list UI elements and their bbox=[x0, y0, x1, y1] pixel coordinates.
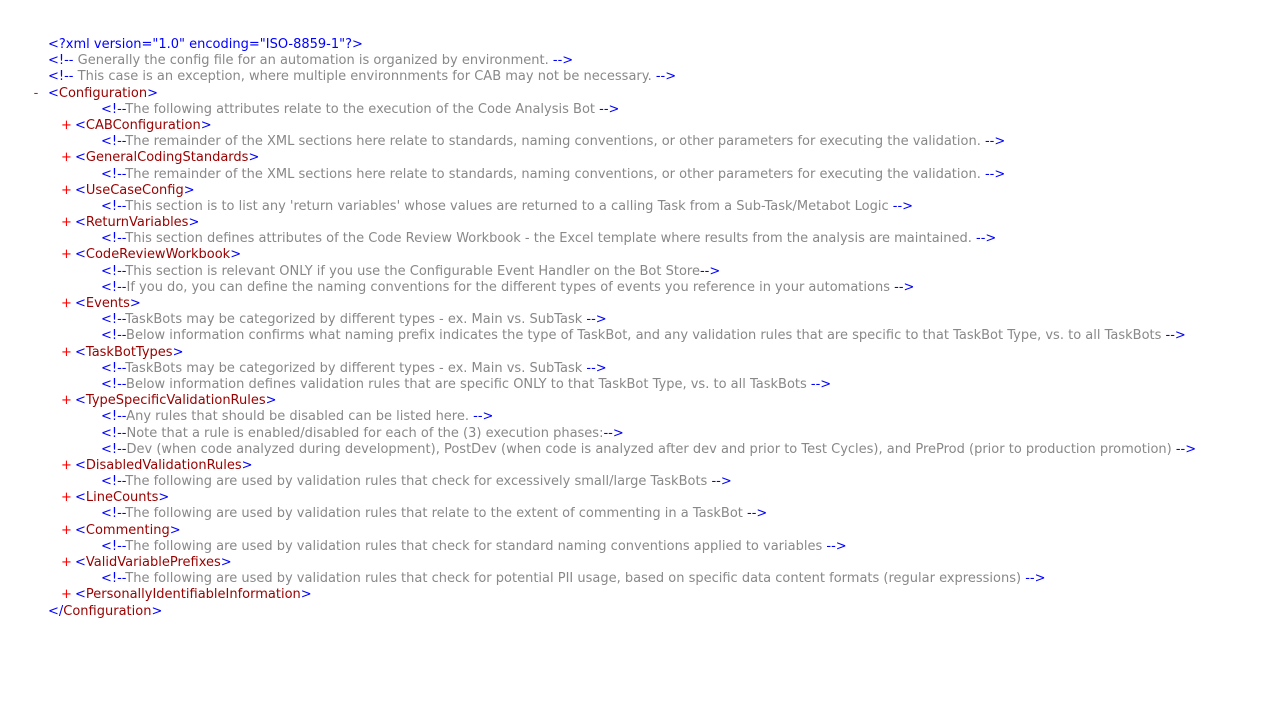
comment-close: --> bbox=[984, 166, 1006, 182]
xml-line-content bbox=[101, 571, 1045, 587]
xml-line-content bbox=[101, 312, 607, 328]
xml-line-content bbox=[101, 474, 732, 490]
xml-line-content bbox=[75, 296, 141, 312]
expand-toggle[interactable]: + bbox=[61, 247, 72, 263]
tag-close-bracket: > bbox=[188, 215, 200, 231]
comment-text: Below information confirms what naming prefix indicates the type of TaskBot, and any validation rules that are specific to that TaskBot Type, vs. to all TaskBots bbox=[126, 328, 1166, 344]
tag-close-bracket: > bbox=[158, 490, 170, 506]
tag-open-bracket: </ bbox=[48, 603, 64, 619]
comment-open: <!-- bbox=[101, 360, 126, 376]
comment-open: <!-- bbox=[101, 376, 127, 392]
element-name[interactable]: ReturnVariables bbox=[85, 215, 189, 231]
comment-text: This section is relevant ONLY if you use the Configurable Event Handler on the Bot Store bbox=[125, 263, 700, 279]
tag-close-bracket: > bbox=[265, 393, 277, 409]
xml-line bbox=[0, 264, 1280, 280]
xml-line-content bbox=[101, 328, 1186, 344]
comment-close: --> bbox=[747, 506, 768, 522]
comment-text: Any rules that should be disabled can be listed here. bbox=[126, 409, 474, 425]
xml-line-content bbox=[101, 426, 624, 442]
tag-open-bracket: < bbox=[75, 182, 86, 198]
expand-toggle[interactable]: + bbox=[61, 555, 72, 570]
tag-open-bracket: < bbox=[75, 344, 86, 360]
comment-close: --> bbox=[699, 263, 721, 279]
tag-open-bracket: < bbox=[48, 85, 59, 101]
xml-line-content bbox=[101, 361, 607, 377]
tag-open-bracket: < bbox=[75, 457, 86, 473]
tag-close-bracket: > bbox=[248, 150, 260, 166]
element-name[interactable]: GeneralCodingStandards bbox=[85, 150, 249, 166]
tag-close-bracket: > bbox=[230, 247, 242, 263]
expand-toggle[interactable]: + bbox=[61, 490, 72, 506]
element-name[interactable]: Events bbox=[85, 296, 130, 311]
expand-toggle[interactable]: + bbox=[61, 522, 72, 538]
expand-toggle[interactable]: + bbox=[61, 215, 72, 231]
comment-open: <!-- bbox=[101, 166, 126, 182]
tag-open-bracket: < bbox=[75, 215, 86, 231]
xml-line-content bbox=[101, 231, 996, 247]
xml-line-content bbox=[101, 506, 767, 522]
comment-close: --> bbox=[1025, 571, 1046, 587]
xml-line bbox=[0, 53, 1280, 69]
xml-tree-viewer bbox=[0, 37, 1280, 620]
tag-close-bracket: > bbox=[300, 587, 312, 603]
xml-line bbox=[0, 442, 1280, 458]
expand-toggle[interactable]: + bbox=[61, 150, 72, 166]
xml-line bbox=[0, 377, 1280, 393]
xml-line-content bbox=[101, 199, 913, 215]
tag-close-bracket: > bbox=[169, 522, 181, 538]
comment-open: <!-- bbox=[48, 53, 74, 69]
tag-close-bracket: > bbox=[151, 603, 163, 619]
comment-text: TaskBots may be categorized by different types - ex. Main vs. SubTask bbox=[125, 360, 587, 376]
comment-open: <!-- bbox=[48, 69, 74, 85]
comment-text: The following are used by validation rules that relate to the extent of commenting in a TaskBot bbox=[125, 506, 748, 522]
xml-line bbox=[0, 215, 1280, 231]
element-name[interactable]: UseCaseConfig bbox=[85, 182, 184, 198]
xml-line-content bbox=[48, 604, 162, 620]
expand-toggle[interactable]: + bbox=[61, 117, 72, 133]
xml-line bbox=[0, 393, 1280, 409]
xml-line-content bbox=[75, 150, 259, 166]
comment-text: The following are used by validation rules that check for excessively small/large TaskBots bbox=[125, 474, 712, 490]
comment-close: --> bbox=[586, 360, 607, 376]
tag-open-bracket: < bbox=[75, 587, 86, 603]
comment-open: <!-- bbox=[101, 263, 126, 279]
comment-close: --> bbox=[711, 474, 732, 490]
tag-open-bracket: < bbox=[75, 117, 86, 133]
comment-text: Below information defines validation rules that are specific ONLY to that TaskBot Type, vs. to all TaskBots bbox=[126, 376, 811, 392]
comment-close: --> bbox=[1165, 328, 1186, 344]
comment-text: This section defines attributes of the Code Review Workbook - the Excel template where results from the analysis are maintained. bbox=[125, 231, 977, 247]
comment-text: The remainder of the XML sections here relate to standards, naming conventions, or other parameters for executing the validation. bbox=[125, 166, 985, 182]
comment-open: <!-- bbox=[101, 474, 126, 490]
expand-toggle[interactable]: + bbox=[61, 182, 72, 198]
comment-close: --> bbox=[603, 425, 624, 441]
comment-text: The following are used by validation rules that check for standard naming conventions applied to variables bbox=[125, 538, 827, 554]
tag-open-bracket: < bbox=[75, 490, 86, 506]
xml-line bbox=[0, 587, 1280, 603]
element-name[interactable]: LineCounts bbox=[85, 490, 159, 506]
tag-open-bracket: < bbox=[75, 150, 86, 166]
expand-toggle[interactable]: + bbox=[61, 393, 72, 409]
xml-line bbox=[0, 183, 1280, 199]
xml-line bbox=[0, 426, 1280, 442]
tag-open-bracket: < bbox=[75, 555, 86, 570]
xml-line bbox=[0, 86, 1280, 102]
xml-line bbox=[0, 539, 1280, 555]
xml-line bbox=[0, 37, 1280, 53]
xml-line bbox=[0, 231, 1280, 247]
xml-line-content bbox=[101, 280, 914, 296]
expand-toggle[interactable]: + bbox=[61, 296, 72, 311]
comment-close: --> bbox=[655, 69, 677, 85]
element-name[interactable]: TaskBotTypes bbox=[85, 344, 173, 360]
xml-line-content bbox=[75, 393, 277, 409]
xml-line-content bbox=[48, 86, 158, 102]
xml-line-content bbox=[101, 442, 1196, 458]
tag-close-bracket: > bbox=[220, 555, 232, 570]
comment-open: <!-- bbox=[101, 506, 126, 522]
comment-text: If you do, you can define the naming conventions for the different types of events you reference in your automations bbox=[126, 279, 895, 295]
comment-open: <!-- bbox=[101, 409, 127, 425]
xml-line-content bbox=[75, 215, 199, 231]
xml-line-content bbox=[75, 345, 183, 361]
element-name[interactable]: CodeReviewWorkbook bbox=[85, 247, 231, 263]
xml-declaration: <?xml version="1.0" encoding="ISO-8859-1"?> bbox=[48, 37, 363, 52]
comment-open: <!-- bbox=[101, 231, 126, 247]
xml-line-content bbox=[48, 53, 573, 69]
xml-line bbox=[0, 345, 1280, 361]
xml-line-content bbox=[75, 523, 181, 539]
xml-line bbox=[0, 167, 1280, 183]
comment-open: <!-- bbox=[101, 328, 127, 344]
xml-line-content bbox=[75, 458, 253, 474]
xml-line-content bbox=[48, 37, 363, 53]
xml-line-content bbox=[101, 167, 1005, 183]
comment-close: --> bbox=[1175, 441, 1197, 457]
xml-line bbox=[0, 199, 1280, 215]
xml-line bbox=[0, 296, 1280, 312]
element-name[interactable]: DisabledValidationRules bbox=[85, 457, 242, 473]
comment-open: <!-- bbox=[101, 279, 127, 295]
comment-open: <!-- bbox=[101, 571, 126, 587]
comment-text: TaskBots may be categorized by different types - ex. Main vs. SubTask bbox=[125, 312, 587, 328]
tag-close-bracket: > bbox=[241, 457, 253, 473]
tag-open-bracket: < bbox=[75, 393, 86, 409]
comment-open: <!-- bbox=[101, 538, 126, 554]
tag-close-bracket: > bbox=[172, 344, 184, 360]
comment-text: The following attributes relate to the execution of the Code Analysis Bot bbox=[125, 101, 600, 117]
xml-line-content bbox=[75, 587, 312, 603]
xml-line bbox=[0, 150, 1280, 166]
comment-open: <!-- bbox=[101, 134, 126, 150]
comment-close: --> bbox=[894, 279, 915, 295]
tag-close-bracket: > bbox=[183, 182, 195, 198]
xml-line bbox=[0, 523, 1280, 539]
comment-close: --> bbox=[892, 198, 914, 214]
xml-line-content bbox=[101, 264, 720, 280]
xml-line bbox=[0, 490, 1280, 506]
comment-close: --> bbox=[810, 376, 832, 392]
comment-text: The following are used by validation rules that check for potential PII usage, based on specific data content formats (regular expressions) bbox=[125, 571, 1026, 587]
element-name[interactable]: PersonallyIdentifiableInformation bbox=[85, 587, 301, 603]
xml-line-content bbox=[101, 134, 1005, 150]
comment-open: <!-- bbox=[101, 101, 126, 117]
xml-line bbox=[0, 312, 1280, 328]
element-name[interactable]: TypeSpecificValidationRules bbox=[85, 393, 266, 409]
xml-line bbox=[0, 134, 1280, 150]
comment-text: Dev (when code analyzed during development), PostDev (when code is analyzed after dev and prior to Test Cycles), and PreProd (prior to production promotion) bbox=[126, 441, 1176, 457]
comment-text: The remainder of the XML sections here relate to standards, naming conventions, or other parameters for executing the validation. bbox=[125, 134, 985, 150]
xml-line bbox=[0, 69, 1280, 85]
xml-line bbox=[0, 555, 1280, 571]
tag-open-bracket: < bbox=[75, 247, 86, 263]
xml-line-content bbox=[101, 377, 831, 393]
comment-text: Generally the config file for an automation is organized by environment. bbox=[77, 53, 553, 69]
xml-line-content bbox=[75, 247, 241, 263]
xml-line-content bbox=[101, 539, 847, 555]
xml-line-content bbox=[75, 118, 212, 134]
xml-line-content bbox=[75, 555, 232, 571]
tag-open-bracket: < bbox=[75, 296, 86, 311]
element-name: Configuration bbox=[63, 603, 152, 619]
xml-line-content bbox=[75, 183, 195, 199]
xml-line bbox=[0, 280, 1280, 296]
comment-close: --> bbox=[826, 538, 847, 554]
xml-line-content bbox=[101, 102, 619, 118]
tag-close-bracket: > bbox=[129, 296, 141, 311]
comment-text: This case is an exception, where multiple environnments for CAB may not be necessary. bbox=[77, 69, 656, 85]
xml-line bbox=[0, 458, 1280, 474]
collapse-toggle[interactable]: - bbox=[33, 85, 39, 101]
xml-line bbox=[0, 604, 1280, 620]
comment-text: This section is to list any 'return variables' whose values are returned to a calling Task from a Sub-Task/Metabot Logic bbox=[125, 198, 893, 214]
xml-line bbox=[0, 409, 1280, 425]
xml-line bbox=[0, 328, 1280, 344]
xml-line-content bbox=[48, 69, 676, 85]
xml-line bbox=[0, 102, 1280, 118]
comment-close: --> bbox=[984, 134, 1006, 150]
xml-line-content bbox=[101, 409, 493, 425]
comment-text: Note that a rule is enabled/disabled for each of the (3) execution phases: bbox=[126, 425, 604, 441]
xml-line bbox=[0, 247, 1280, 263]
xml-line bbox=[0, 118, 1280, 134]
xml-line bbox=[0, 474, 1280, 490]
comment-close: --> bbox=[473, 409, 494, 425]
expand-toggle[interactable]: + bbox=[61, 457, 72, 473]
element-name[interactable]: CABConfiguration bbox=[85, 117, 201, 133]
expand-toggle[interactable]: + bbox=[61, 344, 72, 360]
comment-open: <!-- bbox=[101, 312, 126, 328]
comment-open: <!-- bbox=[101, 425, 127, 441]
comment-open: <!-- bbox=[101, 198, 126, 214]
element-name: Configuration bbox=[58, 85, 148, 101]
comment-close: --> bbox=[599, 101, 620, 117]
element-name[interactable]: ValidVariablePrefixes bbox=[85, 555, 221, 570]
expand-toggle[interactable]: + bbox=[61, 587, 72, 603]
comment-open: <!-- bbox=[101, 441, 127, 457]
tag-open-bracket: < bbox=[75, 522, 86, 538]
xml-line bbox=[0, 571, 1280, 587]
xml-line-content bbox=[75, 490, 169, 506]
tag-close-bracket: > bbox=[200, 117, 212, 133]
xml-line bbox=[0, 361, 1280, 377]
comment-close: --> bbox=[552, 53, 574, 69]
xml-line bbox=[0, 506, 1280, 522]
comment-close: --> bbox=[976, 231, 997, 247]
element-name[interactable]: Commenting bbox=[85, 522, 170, 538]
comment-close: --> bbox=[586, 312, 607, 328]
tag-close-bracket: > bbox=[147, 85, 158, 101]
